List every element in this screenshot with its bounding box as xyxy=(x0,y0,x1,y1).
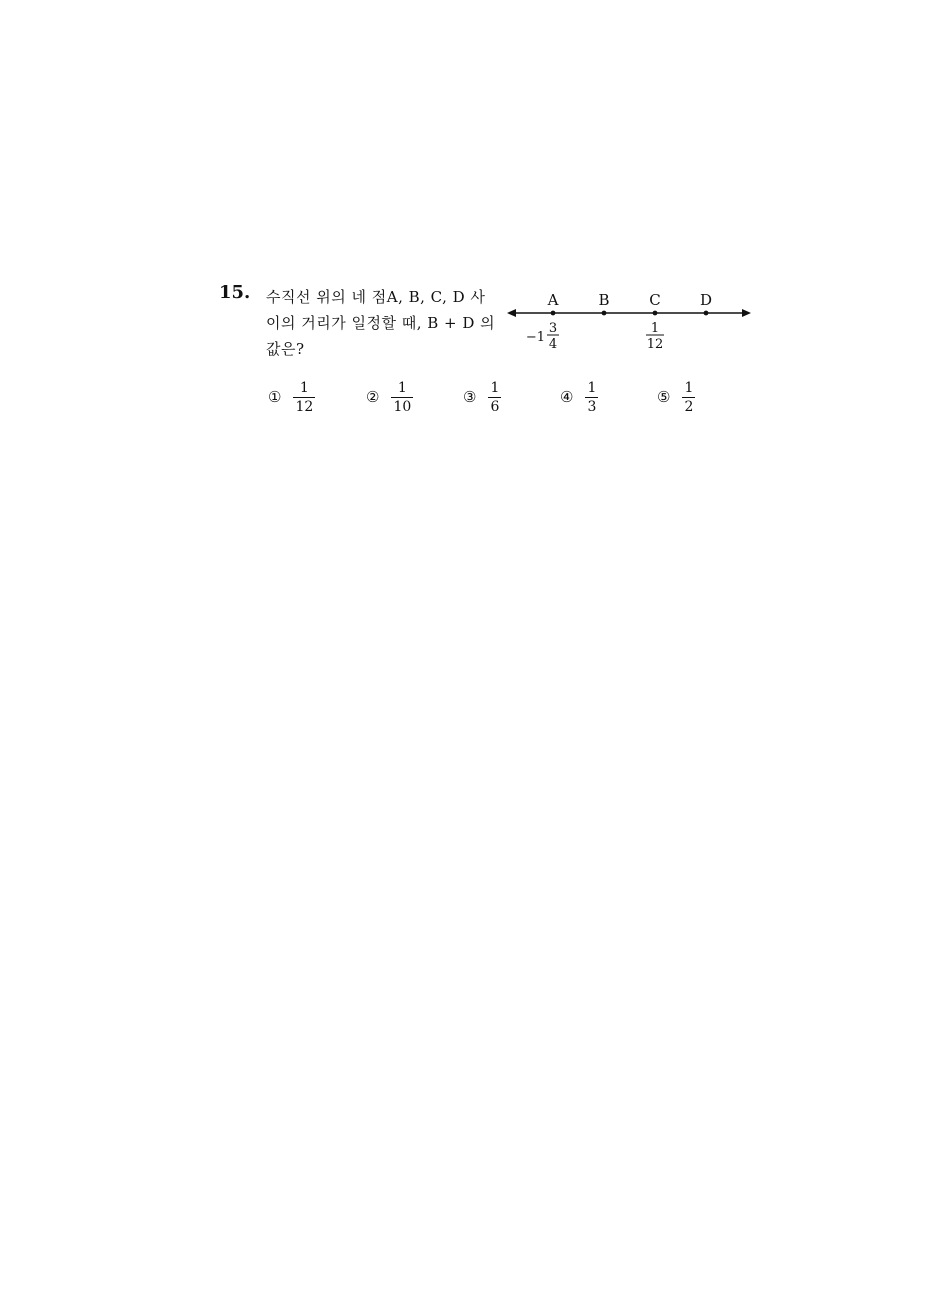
choice-3-numerator: 1 xyxy=(490,379,500,396)
choice-5-fraction-bar xyxy=(682,397,695,398)
number-line xyxy=(505,286,755,356)
choice-4-denominator: 3 xyxy=(587,398,597,415)
point-b-marker xyxy=(602,311,607,316)
stem-line-2: 이의 거리가 일정할 때, B + D 의 xyxy=(266,314,496,332)
choice-5[interactable] xyxy=(657,377,695,417)
choice-2-fraction-bar xyxy=(391,397,413,398)
right-arrow-icon xyxy=(742,309,751,317)
choice-5-marker: ⑤ xyxy=(657,388,671,406)
choice-1-numerator: 1 xyxy=(299,379,309,396)
choice-1-fraction xyxy=(293,380,315,415)
choice-2-denominator: 10 xyxy=(393,398,412,415)
stem-line-1: 수직선 위의 네 점A, B, C, D 사 xyxy=(266,288,486,306)
choice-3-marker: ③ xyxy=(463,388,477,406)
choice-2-marker: ② xyxy=(366,388,380,406)
choice-1-fraction-bar xyxy=(293,397,315,398)
question-stem xyxy=(266,284,506,362)
point-c-value-denominator: 12 xyxy=(646,337,664,352)
choice-3[interactable] xyxy=(463,377,501,417)
choice-4-fraction xyxy=(585,380,598,415)
point-d-marker xyxy=(704,311,709,316)
choice-1-marker: ① xyxy=(268,388,282,406)
point-c-label: C xyxy=(649,291,661,309)
point-a-value-denominator: 4 xyxy=(548,337,558,352)
stem-line-3: 값은? xyxy=(266,340,305,358)
point-c-value-numerator: 1 xyxy=(650,321,660,336)
point-b-label: B xyxy=(598,291,610,309)
point-c-marker xyxy=(653,311,658,316)
point-a-value-numerator: 3 xyxy=(548,321,558,336)
choice-1[interactable] xyxy=(268,377,315,417)
question-number: 15. xyxy=(219,282,251,303)
point-d-label: D xyxy=(699,291,713,309)
choice-5-fraction xyxy=(682,380,695,415)
choice-3-fraction-bar xyxy=(488,397,501,398)
choice-2-numerator: 1 xyxy=(397,379,407,396)
point-a-label: A xyxy=(547,291,559,309)
choice-5-denominator: 2 xyxy=(684,398,694,415)
choice-4-numerator: 1 xyxy=(587,379,597,396)
choice-3-fraction xyxy=(488,380,501,415)
choice-4-marker: ④ xyxy=(560,388,574,406)
choice-3-denominator: 6 xyxy=(490,398,500,415)
choice-4-fraction-bar xyxy=(585,397,598,398)
point-a-value-whole: −1 xyxy=(525,330,545,345)
left-arrow-icon xyxy=(507,309,516,317)
choice-1-denominator: 12 xyxy=(295,398,314,415)
choice-2[interactable] xyxy=(366,377,413,417)
choice-5-numerator: 1 xyxy=(684,379,694,396)
choice-2-fraction xyxy=(391,380,413,415)
answer-choices xyxy=(268,377,728,419)
point-a-marker xyxy=(551,311,556,316)
choice-4[interactable] xyxy=(560,377,598,417)
